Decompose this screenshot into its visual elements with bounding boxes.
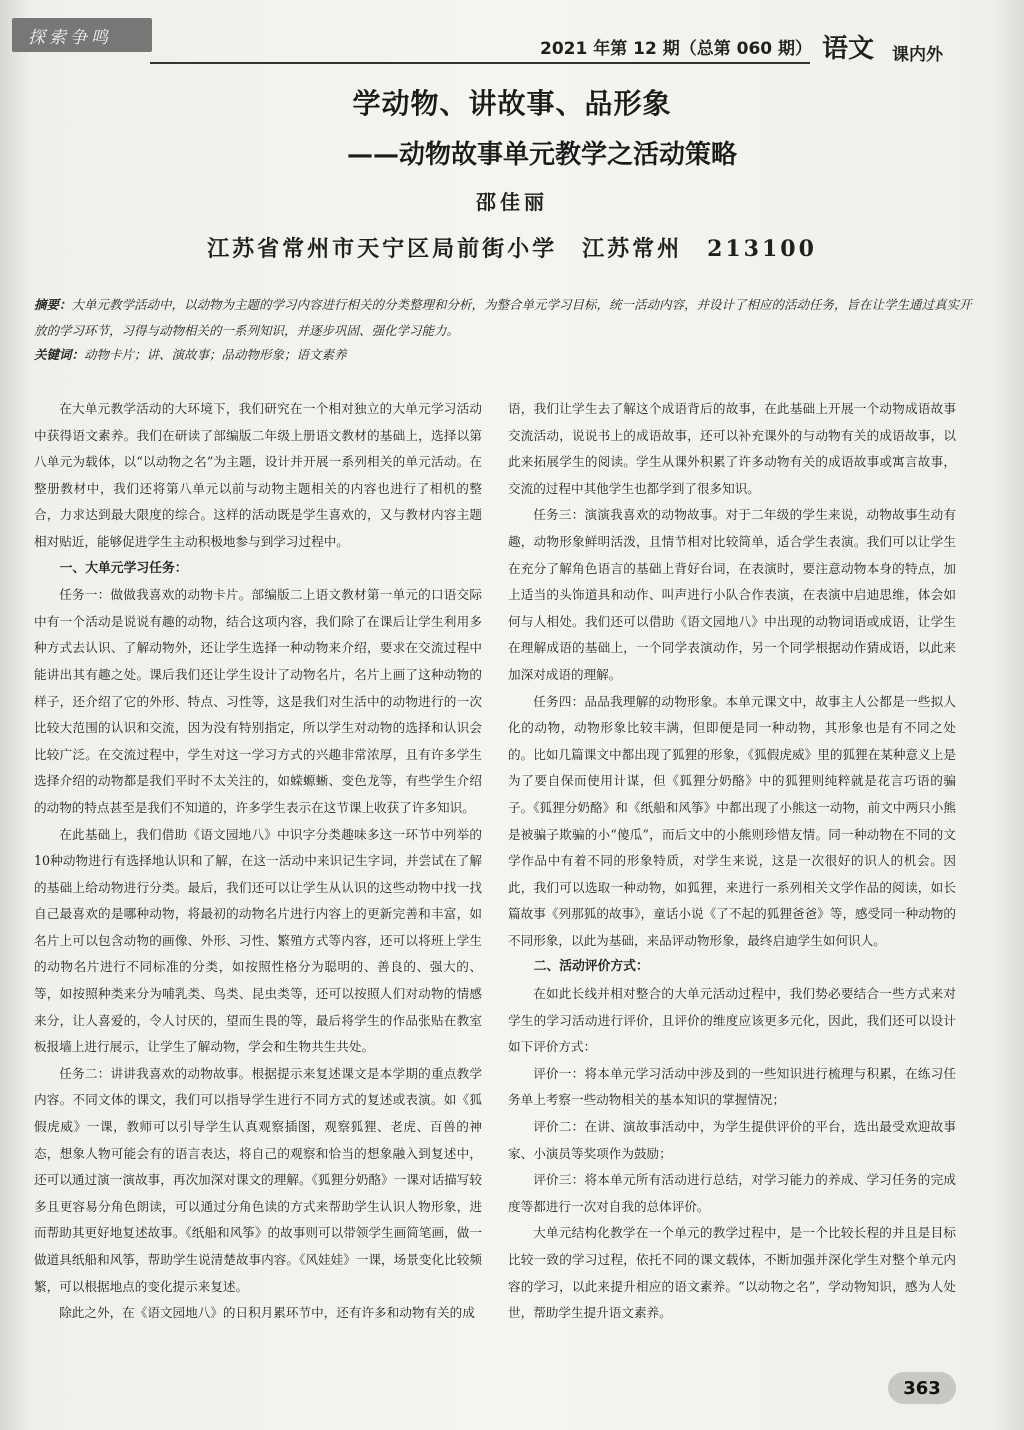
- author-affiliation: 江苏省常州市天宁区局前街小学 江苏常州 213100: [207, 236, 817, 262]
- paragraph: 任务四：品品我理解的动物形象。本单元课文中，故事主人公都是一些拟人化的动物，动物形象比较丰满，但即便是同一种动物，其形象也是有不同之处的。比如几篇课文中都出现了狐狸的形象，《狐假虎威》里的狐狸在某种意义上是为了要自保而使用计谋，但《狐狸分奶酪》中的狐狸则纯粹就是花言巧语的骗子。《狐狸分奶酪》和《纸船和风筝》中都出现了小熊这一动物，前文中两只小熊是被骗子欺骗的小“傻瓜”，而后文中的小熊则珍惜友情。同一种动物在不同的文学作品中有着不同的形象特质，对学生来说，这是一次很好的识人的机会。因此，我们可以选取一种动物，如狐狸，来进行一系列相关文学作品的阅读，如长篇故事《列那狐的故事》，童话小说《了不起的狐狸爸爸》等，感受同一种动物的不同形象，以此为基础，来品评动物形象，最终启迪学生如何识人。: [508, 693, 956, 948]
- author-name: 邵佳丽: [476, 190, 548, 214]
- section-heading: 二、活动评价方式：: [533, 959, 649, 975]
- header-divider: [150, 62, 810, 64]
- paragraph: 除此之外，在《语文园地八》的日积月累环节中，还有许多和动物有关的成: [59, 1305, 475, 1321]
- article-title: 学动物、讲故事、品形象: [352, 87, 672, 120]
- keywords-text: 动物卡片；讲、演故事；品动物形象；语文素养: [84, 347, 347, 362]
- issue-info: 2021 年第 12 期（总第 060 期）: [540, 39, 813, 59]
- page-header: [0, 0, 1024, 70]
- magazine-logo: 语文: [822, 34, 875, 64]
- paragraph: 在大单元教学活动的大环境下，我们研究在一个相对独立的大单元学习活动中获得语文素养。我们在研读了部编版二年级上册语文教材的基础上，选择以第八单元为载体，以“以动物之名”为主题，设计并开展一系列相关的单元活动。在整册教材中，我们还将第八单元以前与动物主题相关的内容也进行了相机的整合，力求达到最大限度的综合。这样的活动既是学生喜欢的，又与教材内容主题相对贴近，能够促进学生主动积极地参与到学习过程中。: [34, 401, 482, 549]
- keywords: [34, 344, 974, 366]
- article-subtitle: ——动物故事单元教学之活动策略: [346, 140, 737, 170]
- magazine-logo-sub: 课内外: [892, 45, 943, 65]
- section-label: 探索争鸣: [12, 18, 152, 52]
- paragraph: 语，我们让学生去了解这个成语背后的故事，在此基础上开展一个动物成语故事交流活动，说说书上的成语故事，还可以补充课外的与动物有关的成语故事，以此来拓展学生的阅读。学生从课外积累了许多动物有关的成语故事或寓言故事，交流的过程中其他学生也都学到了很多知识。: [508, 401, 956, 496]
- paragraph: 任务三：演演我喜欢的动物故事。对于二年级的学生来说，动物故事生动有趣，动物形象鲜明活泼，且情节相对比较简单，适合学生表演。我们可以让学生在充分了解角色语言的基础上背好台词，在表演时，要注意动物本身的特点，加上适当的头饰道具和动作、叫声进行小队合作表演，在表演中启迪思维，体会如何与人相处。我们还可以借助《语文园地八》中出现的动物词语或成语，让学生在理解成语的基础上，一个同学表演动作，另一个同学根据动作猜成语，以此来加深对成语的理解。: [508, 507, 956, 682]
- paragraph: 大单元结构化教学在一个单元的教学过程中，是一个比较长程的并且是目标比较一致的学习过程，依托不同的课文载体，不断加强并深化学生对整个单元内容的学习，以此来提升相应的语文素养。“以动物之名”，学动物知识，感为人处世，帮助学生提升语文素养。: [508, 1225, 956, 1321]
- paragraph: 评价三：将本单元所有活动进行总结，对学习能力的养成、学习任务的完成度等都进行一次对自我的总体评价。: [508, 1172, 956, 1214]
- paragraph: 评价二：在讲、演故事活动中，为学生提供评价的平台，选出最受欢迎故事家、小演员等奖项作为鼓励；: [508, 1119, 956, 1161]
- body-column-left: [34, 396, 482, 1327]
- abstract: [34, 292, 974, 344]
- paragraph: 在此基础上，我们借助《语文园地八》中识字分类趣味多这一环节中列举的10种动物进行有选择地认识和了解，在这一活动中来识记生字词，并尝试在了解的基础上给动物进行分类。最后，我们还可以让学生从认识的这些动物中找一找自己最喜欢的是哪种动物，将最初的动物名片进行内容上的更新完善和丰富，如名片上可以包含动物的画像、外形、习性、繁殖方式等内容，还可以将班上学生的动物名片进行不同标准的分类，如按照性格分为聪明的、善良的、强大的、等，如按照种类来分为哺乳类、鸟类、昆虫类等，还可以按照人们对动物的情感来分，让人喜爱的，令人讨厌的，望而生畏的等，最后将学生的作品张贴在教室板报墙上进行展示，让学生了解动物，学会和生物共生共处。: [34, 826, 482, 1055]
- section-heading: 一、大单元学习任务：: [59, 560, 188, 576]
- paragraph: 任务一：做做我喜欢的动物卡片。部编版二上语文教材第一单元的口语交际中有一个活动是说说有趣的动物，结合这项内容，我们除了在课后让学生利用多种方式去认识、了解动物外，还让学生选择一种动物来介绍，要求在交流过程中能讲出其有趣之处。课后我们还让学生设计了动物名片，名片上画了这种动物的样子，还介绍了它的外形、特点、习性等，这是我们对生活中的动物进行的一次比较大范围的认识和交流，因为没有特别指定，所以学生对动物的选择和认识会比较广泛。在交流过程中，学生对这一学习方式的兴趣非常浓厚，且有许多学生选择介绍的动物都是我们平时不太关注的，如蝾螈蜥、变色龙等，有些学生介绍的动物的特点甚至是我们不知道的，许多学生表示在这节课上收获了许多知识。: [34, 587, 482, 815]
- abstract-text: 大单元教学活动中，以动物为主题的学习内容进行相关的分类整理和分析，为整合单元学习目标，统一活动内容，并设计了相应的活动任务，旨在让学生通过真实开放的学习环节，习得与动物相关的一系列知识，并逐步巩固、强化学习能力。: [34, 297, 972, 338]
- abstract-label: 摘要：: [34, 297, 72, 312]
- body-column-right: [508, 396, 956, 1327]
- paragraph: 任务二：讲讲我喜欢的动物故事。根据提示来复述课文是本学期的重点教学内容。不同文体的课文，我们可以指导学生进行不同方式的复述或表演。如《狐假虎威》一课，教师可以引导学生认真观察插图，观察狐狸、老虎、百兽的神态，想象人物可能会有的语言表达，将自己的观察和恰当的想象融入到复述中，还可以通过演一演故事，再次加深对课文的理解。《狐狸分奶酪》一课对话描写较多且更容易分角色朗读，可以通过分角色读的方式来帮助学生认识人物形象，进而帮助其更好地复述故事。《纸船和风筝》的故事则可以带领学生画简笔画，做一做道具纸船和风筝，帮助学生说清楚故事内容。《风娃娃》一课，场景变化比较频繁，可以根据地点的变化提示来复述。: [34, 1065, 482, 1294]
- page-number: 363: [888, 1372, 956, 1404]
- paragraph: 评价一：将本单元学习活动中涉及到的一些知识进行梳理与积累，在练习任务单上考察一些动物相关的基本知识的掌握情况；: [508, 1065, 956, 1108]
- keywords-label: 关键词：: [34, 347, 85, 362]
- paragraph: 在如此长线并相对整合的大单元活动过程中，我们势必要结合一些方式来对学生的学习活动进行评价，且评价的维度应该更多元化，因此，我们还可以设计如下评价方式：: [508, 986, 956, 1055]
